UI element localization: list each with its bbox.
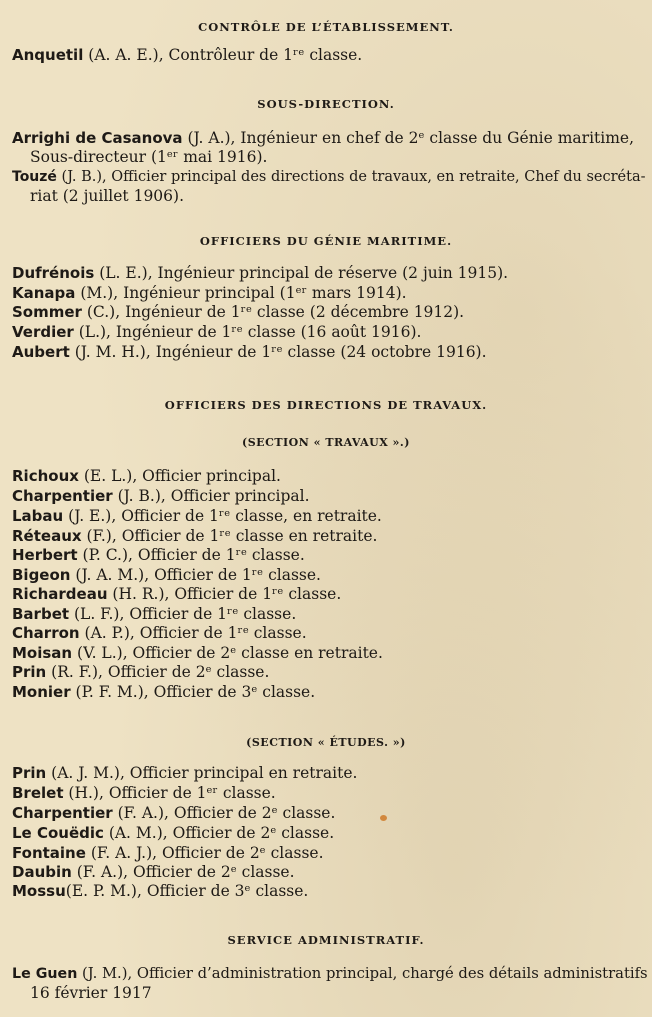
entry-details: (C.), Ingénieur de 1ʳᵉ classe (2 décembre 1912). [81, 303, 465, 321]
entry-name: Bigeon [12, 566, 71, 584]
entry-details: (F. A. J.), Officier de 2ᵉ classe. [85, 844, 324, 862]
entry-name: Verdier [12, 323, 74, 341]
entry-details: (E. P. M.), Officier de 3ᵉ classe. [65, 882, 309, 900]
entry-details: (R. F.), Officier de 2ᵉ classe. [46, 663, 270, 681]
entry-name: Kanapa [12, 284, 76, 302]
entry-name: Richardeau [12, 585, 108, 603]
entry-details: (A. J. M.), Officier principal en retraite. [46, 764, 358, 782]
entry-details: (A. P.), Officier de 1ʳᵉ classe. [79, 624, 307, 642]
entry-details: (P. C.), Officier de 1ʳᵉ classe. [77, 546, 305, 564]
entry-name: Mossu [12, 882, 66, 900]
entry-details: (J. B.), Officier principal. [112, 487, 310, 505]
section-heading-administratif: SERVICE ADMINISTRATIF. [227, 933, 425, 947]
personnel-entry [12, 804, 648, 823]
personnel-entry [12, 863, 648, 882]
entry-name: Richoux [12, 467, 79, 485]
entry-name: Moisan [12, 644, 73, 662]
entry-continuation: 16 février 1917 [30, 984, 152, 1002]
entry-name: Prin [12, 663, 47, 681]
entry-name: Monier [12, 683, 71, 701]
personnel-entry [12, 487, 648, 506]
entry-name: Réteaux [12, 527, 82, 545]
entry-details: (A. A. E.), Contrôleur de 1ʳᵉ classe. [83, 46, 363, 64]
personnel-entry [12, 343, 648, 362]
personnel-entry [12, 605, 648, 624]
entry-name: Dufrénois [12, 264, 95, 282]
entry-details: (H.), Officier de 1ᵉʳ classe. [63, 784, 276, 802]
personnel-entry [12, 624, 648, 643]
personnel-entry [12, 784, 648, 803]
personnel-entry [12, 129, 648, 148]
entry-details: (F. A.), Officier de 2ᵉ classe. [112, 804, 336, 822]
personnel-entry [12, 764, 648, 783]
entry-details: (P. F. M.), Officier de 3ᵉ classe. [70, 683, 316, 701]
entry-details: (J. A.), Ingénieur en chef de 2ᵉ classe du Génie maritime, [182, 129, 635, 147]
personnel-entry [12, 284, 648, 303]
entry-name: Labau [12, 507, 64, 525]
entry-details: (F.), Officier de 1ʳᵉ classe en retraite. [81, 527, 378, 545]
entry-name: Aubert [12, 343, 70, 361]
entry-details: (F. A.), Officier de 2ᵉ classe. [71, 863, 295, 881]
personnel-entry [12, 844, 648, 863]
personnel-entry [12, 168, 648, 187]
entry-details: (H. R.), Officier de 1ʳᵉ classe. [107, 585, 342, 603]
personnel-entry [12, 467, 648, 486]
entry-details: (J. M.), Officier d’administration principal, chargé des détails administratifs [77, 965, 648, 982]
entry-details: (A. M.), Officier de 2ᵉ classe. [103, 824, 335, 842]
entry-details: (L.), Ingénieur de 1ʳᵉ classe (16 août 1916). [73, 323, 422, 341]
entry-continuation: Sous-directeur (1ᵉʳ mai 1916). [30, 148, 268, 166]
section-heading-directions-travaux: OFFICIERS DES DIRECTIONS DE TRAVAUX. [164, 398, 488, 412]
entry-name: Sommer [12, 303, 82, 321]
entry-details: (J. M. H.), Ingénieur de 1ʳᵉ classe (24 octobre 1916). [69, 343, 487, 361]
subsection-heading-travaux: (SECTION « TRAVAUX ».) [242, 436, 410, 449]
entry-details: (J. E.), Officier de 1ʳᵉ classe, en retraite. [63, 507, 382, 525]
entry-details: (L. F.), Officier de 1ʳᵉ classe. [69, 605, 297, 623]
section-heading-genie-maritime: OFFICIERS DU GÉNIE MARITIME. [199, 234, 453, 248]
entry-name: Le Guen [12, 966, 78, 982]
personnel-entry [12, 663, 648, 682]
personnel-entry [12, 964, 648, 984]
personnel-entry [12, 46, 648, 65]
personnel-entry [12, 546, 648, 565]
personnel-entry [12, 507, 648, 526]
personnel-entry [12, 264, 648, 283]
entry-name: Le Couëdic [12, 824, 104, 842]
subsection-heading-etudes: (SECTION « ÉTUDES. ») [246, 736, 406, 749]
personnel-entry [12, 303, 648, 322]
entry-name: Prin [12, 764, 47, 782]
personnel-entry [12, 683, 648, 702]
personnel-entry [12, 882, 648, 901]
entry-name: Charron [12, 624, 80, 642]
entry-continuation: riat (2 juillet 1906). [30, 187, 185, 205]
personnel-entry [12, 585, 648, 604]
entry-name: Touzé [12, 169, 57, 185]
entry-name: Anquetil [12, 46, 84, 64]
personnel-entry [12, 527, 648, 546]
entry-details: (V. L.), Officier de 2ᵉ classe en retraite. [72, 644, 383, 662]
entry-name: Herbert [12, 546, 78, 564]
entry-details: (E. L.), Officier principal. [78, 467, 281, 485]
entry-name: Brelet [12, 784, 64, 802]
entry-name: Charpentier [12, 487, 113, 505]
paper-stain [380, 815, 387, 821]
entry-details: (J. A. M.), Officier de 1ʳᵉ classe. [70, 566, 321, 584]
personnel-entry [12, 644, 648, 663]
section-heading-controle: CONTRÔLE DE L’ÉTABLISSEMENT. [198, 20, 454, 34]
entry-details: (J. B.), Officier principal des directions de travaux, en retraite, Chef du secréta- [56, 169, 646, 185]
entry-name: Daubin [12, 863, 72, 881]
personnel-entry [12, 824, 648, 843]
entry-name: Fontaine [12, 844, 86, 862]
entry-details: (M.), Ingénieur principal (1ᵉʳ mars 1914). [75, 284, 407, 302]
personnel-entry [12, 323, 648, 342]
entry-details: (L. E.), Ingénieur principal de réserve (2 juin 1915). [94, 264, 509, 282]
entry-name: Barbet [12, 605, 70, 623]
entry-name: Charpentier [12, 804, 113, 822]
section-heading-sous-direction: SOUS-DIRECTION. [257, 97, 395, 111]
personnel-entry [12, 566, 648, 585]
entry-name: Arrighi de Casanova [12, 129, 183, 147]
